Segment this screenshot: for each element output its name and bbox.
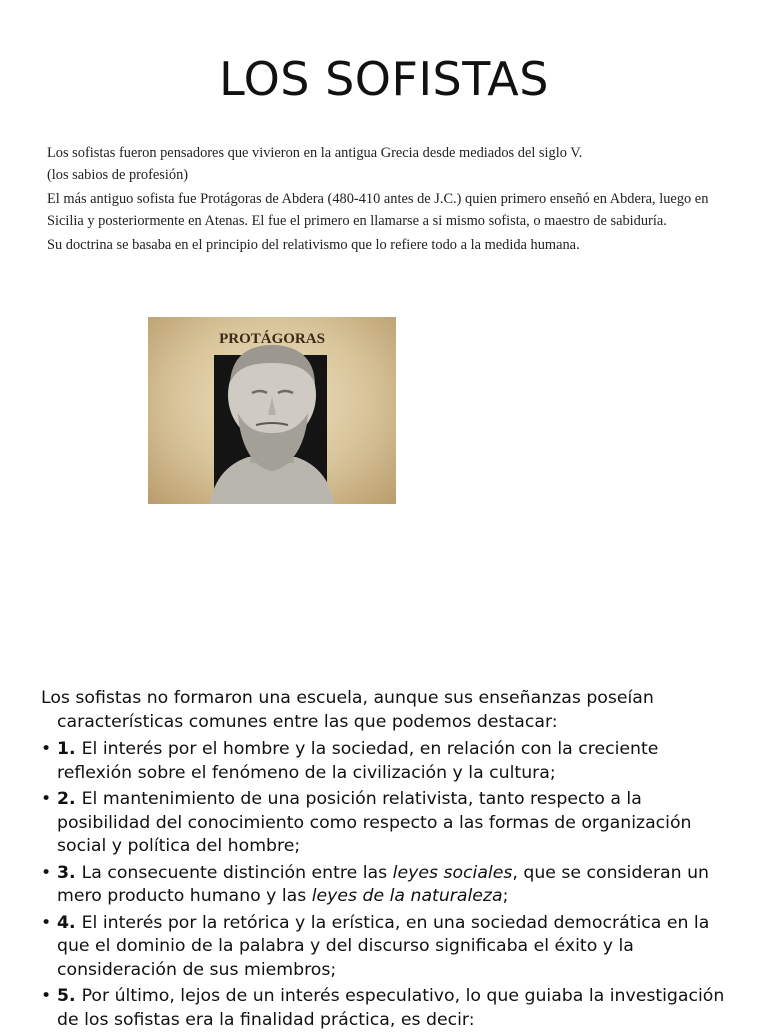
item-emphasis: leyes sociales — [392, 862, 513, 883]
item-number: 5. — [57, 986, 82, 1006]
bullet: • — [41, 789, 52, 809]
intro-paragraph-3: Su doctrina se basaba en el principio del relativismo que lo refiere todo a la medida humana. — [47, 237, 580, 253]
intro-paragraph-1 — [47, 143, 717, 186]
page-title: LOS SOFISTAS — [219, 52, 549, 106]
characteristics-section — [41, 687, 731, 1035]
intro-paragraph-2: El más antiguo sofista fue Protágoras de Abdera (480-410 antes de J.C.) quien primero enseñó en Abdera, luego en Sicilia y posteriormente en Atenas. El fue el primero en llamarse a si mismo sofista, o maestro de sabiduría. — [47, 191, 709, 229]
item-number: 2. — [57, 789, 82, 809]
list-item — [41, 738, 731, 785]
item-text: El interés por la retórica y la erística, en una sociedad democrática en la que el dominio de la palabra y del discurso significaba el éxito y la consideración de sus miembros; — [57, 912, 710, 980]
list-item — [41, 788, 731, 859]
intro-text — [47, 143, 717, 260]
list-item — [41, 912, 731, 983]
item-number: 1. — [57, 739, 82, 759]
item-text: Por último, lejos de un interés especulativo, lo que guiaba la investigación de los sofistas era la finalidad práctica, es decir: — [57, 986, 725, 1030]
list-item — [41, 862, 731, 909]
intro-line-1: Los sofistas fueron pensadores que vivieron en la antigua Grecia desde mediados del siglo V. — [47, 145, 583, 161]
portrait-caption: PROTÁGORAS — [219, 331, 325, 347]
bullet: • — [41, 912, 52, 933]
item-number: 4. — [57, 912, 82, 933]
intro-line-2: (los sabios de profesión) — [47, 166, 189, 183]
characteristics-lead: Los sofistas no formaron una escuela, aunque sus enseñanzas poseían características comunes entre las que podemos destacar: — [41, 688, 654, 732]
bullet: • — [41, 986, 52, 1006]
bullet: • — [41, 862, 52, 883]
item-number: 3. — [57, 862, 82, 883]
item-emphasis: leyes de la naturaleza — [311, 886, 503, 906]
item-text: La consecuente distinción entre las — [81, 862, 393, 883]
bullet: • — [41, 739, 52, 759]
item-text: , que se consideran un mero producto humano y las — [57, 862, 710, 906]
list-item — [41, 985, 731, 1032]
item-text: El mantenimiento de una posición relativista, tanto respecto a la posibilidad del conocimiento como respecto a las formas de organización social y política del hombre; — [57, 789, 692, 856]
protagoras-portrait — [148, 317, 396, 504]
item-text: ; — [502, 886, 509, 906]
characteristics-list — [41, 738, 731, 1032]
item-text: El interés por el hombre y la sociedad, en relación con la creciente reflexión sobre el fenómeno de la civilización y la cultura; — [57, 739, 659, 783]
